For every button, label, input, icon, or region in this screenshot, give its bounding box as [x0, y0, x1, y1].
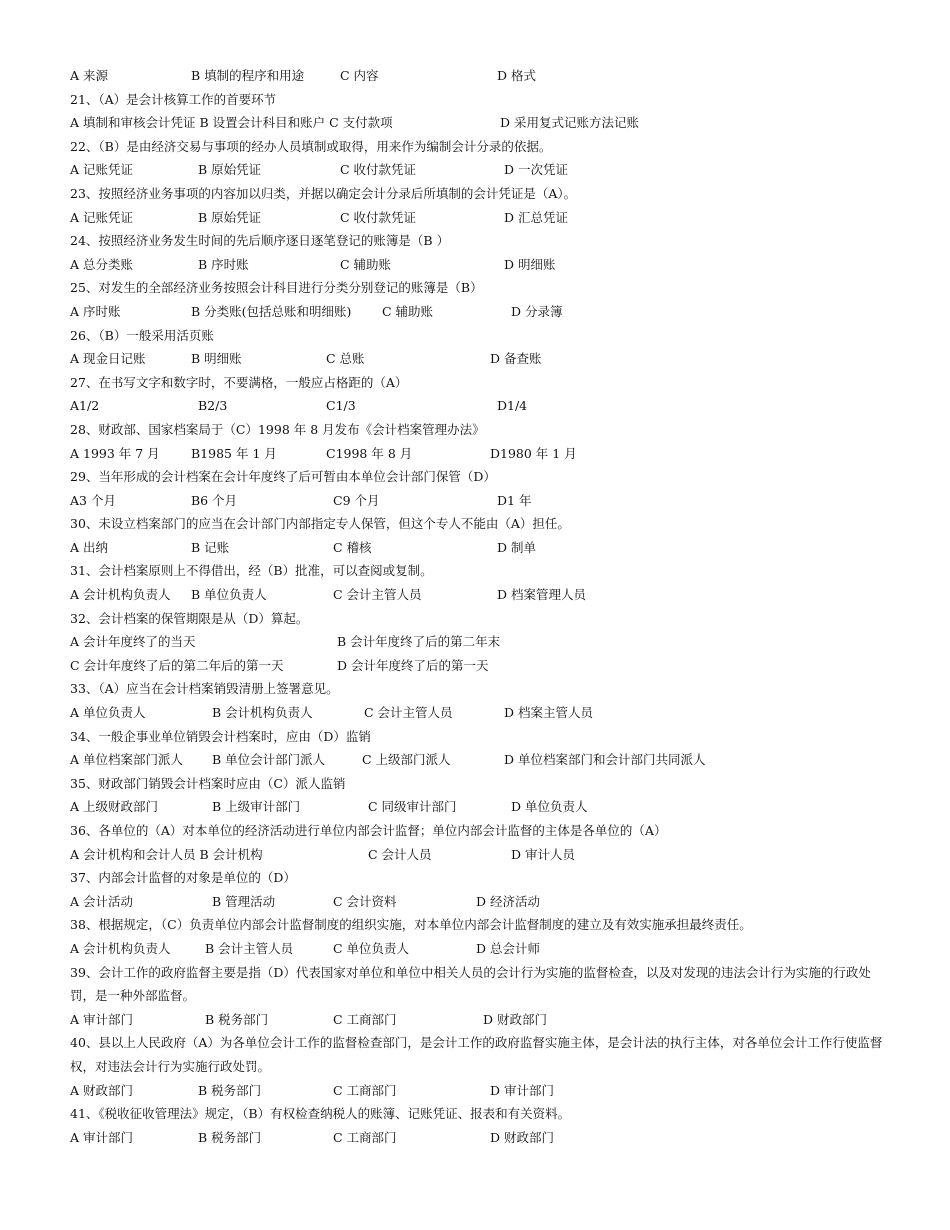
options-row	[70, 158, 885, 182]
option-text: C 收付款凭证	[340, 209, 417, 225]
option-text: A 记账凭证	[70, 162, 134, 178]
option-text: A 会计机构和会计人员 B 会计机构	[70, 846, 263, 862]
option-text: B2/3	[198, 398, 228, 414]
option-text: B 原始凭证	[198, 162, 262, 178]
option-text: B 明细账	[191, 351, 242, 367]
options-row	[70, 300, 885, 324]
option-text: C 辅助账	[340, 256, 392, 272]
options-row	[70, 206, 885, 230]
options-row	[70, 630, 885, 654]
options-row	[70, 890, 885, 914]
option-text: C 内容	[340, 68, 379, 83]
option-text: D 审计人员	[511, 846, 575, 862]
option-text: C 会计主管人员	[364, 705, 453, 721]
question-text: 24、按照经济业务发生时间的先后顺序逐日逐笔登记的账簿是（B ）	[70, 233, 450, 249]
question-text: 36、各单位的（A）对本单位的经济活动进行单位内部会计监督；单位内部会计监督的主体是各单位的（A）	[70, 823, 667, 838]
option-text: D 明细账	[504, 256, 556, 272]
option-text: A 财政部门	[70, 1082, 134, 1098]
option-text: A 单位档案部门派人	[70, 752, 184, 768]
option-text: A 会计机构负责人	[70, 587, 171, 603]
question-text: 28、财政部、国家档案局于（C）1998 年 8 月发布《会计档案管理办法》	[70, 421, 485, 437]
option-text: C 单位负责人	[333, 940, 410, 956]
option-text: C1/3	[326, 398, 356, 414]
option-text: C 同级审计部门	[368, 799, 457, 815]
options-row	[70, 701, 885, 725]
document-body	[70, 64, 885, 1149]
options-row	[70, 394, 885, 418]
options-row	[70, 347, 885, 371]
question-text: 39、会计工作的政府监督主要是指（D）代表国家对单位和单位中相关人员的会计行为实施的监督检查，以及对发现的违法会计行为实施的行政处罚，是一种外部监督。	[70, 964, 871, 1004]
option-text: C 收付款凭证	[340, 162, 417, 178]
option-text: A 审计部门	[70, 1129, 134, 1145]
option-text: B 原始凭证	[198, 209, 262, 225]
question-text: 32、会计档案的保管期限是从（D）算起。	[70, 610, 309, 626]
option-text: D 财政部门	[483, 1011, 547, 1027]
options-row	[70, 489, 885, 513]
question-text: 40、县以上人民政府（A）为各单位会计工作的监督检查部门，是会计工作的政府监督实施主体，是会计法的执行主体，对各单位会计工作行使监督权，对违法会计行为实施行政处罚。	[70, 1035, 883, 1074]
option-text: B1985 年 1 月	[191, 445, 277, 461]
question-text: 27、在书写文字和数字时，不要满格，一般应占格距的（A）	[70, 374, 408, 390]
options-row	[70, 64, 885, 88]
question-text: 22、（B）是由经济交易与事项的经办人员填制或取得，用来作为编制会计分录的依据。	[70, 138, 552, 154]
option-text: D 采用复式记账方法记账	[500, 115, 639, 131]
option-text: D 制单	[497, 539, 536, 555]
question-text: 33、（A）应当在会计档案销毁清册上签署意见。	[70, 681, 339, 697]
option-text: C 会计人员	[368, 846, 432, 862]
options-row	[70, 1008, 885, 1032]
options-row	[70, 937, 885, 961]
question-text: 41、《税收征收管理法》规定，（B）有权检查纳税人的账簿、记账凭证、报表和有关资料。	[70, 1106, 571, 1122]
option-text: C 会计主管人员	[333, 587, 422, 603]
options-row	[70, 1079, 885, 1103]
question-text: 21、（A）是会计核算工作的首要环节	[70, 91, 277, 107]
options-row	[70, 442, 885, 466]
option-text: C1998 年 8 月	[326, 445, 413, 461]
option-text: C 稽核	[333, 539, 372, 555]
option-text: B 税务部门	[198, 1082, 262, 1098]
option-text: D1/4	[497, 398, 528, 414]
option-text: A 审计部门	[70, 1011, 134, 1027]
option-text: D 单位档案部门和会计部门共同派人	[504, 752, 706, 768]
options-row	[70, 536, 885, 560]
option-text: B 税务部门	[198, 1129, 262, 1145]
option-text: D 档案主管人员	[504, 705, 593, 721]
options-row	[70, 795, 885, 819]
option-text: B 填制的程序和用途	[191, 68, 305, 83]
option-text: D 分录簿	[511, 303, 563, 319]
option-text: A 出纳	[70, 539, 109, 555]
options-row	[70, 843, 885, 867]
option-text: A 单位负责人	[70, 705, 146, 721]
option-text: B 上级审计部门	[212, 799, 301, 815]
question-text: 37、内部会计监督的对象是单位的（D）	[70, 870, 296, 886]
option-text: D 总会计师	[476, 940, 540, 956]
option-text: C 总账	[326, 351, 365, 367]
option-text: C 会计年度终了后的第二年后的第一天	[70, 657, 284, 673]
options-row	[70, 253, 885, 277]
option-text: D 档案管理人员	[497, 587, 586, 603]
option-text: A 上级财政部门	[70, 799, 159, 815]
question-text: 31、会计档案原则上不得借出，经（B）批准，可以查阅或复制。	[70, 563, 433, 579]
option-text: C 辅助账	[382, 303, 434, 319]
option-text: B 单位会计部门派人	[212, 752, 326, 768]
option-text: D 备查账	[490, 351, 542, 367]
question-text: 26、（B）一般采用活页账	[70, 327, 214, 343]
options-row	[70, 111, 885, 135]
option-text: B6 个月	[191, 492, 238, 508]
option-text: C 工商部门	[333, 1129, 397, 1145]
option-text: B 税务部门	[205, 1011, 269, 1027]
options-row	[70, 583, 885, 607]
option-text: D 汇总凭证	[504, 209, 568, 225]
option-text: C9 个月	[333, 492, 380, 508]
option-text: A 会计机构负责人	[70, 940, 171, 956]
option-text: B 会计主管人员	[205, 940, 294, 956]
option-text: B 管理活动	[212, 893, 276, 909]
option-text: B 会计年度终了后的第二年末	[337, 634, 501, 650]
option-text: A 序时账	[70, 303, 121, 319]
option-text: B 单位负责人	[191, 587, 267, 603]
option-text: C 工商部门	[333, 1082, 397, 1098]
option-text: B 分类账(包括总账和明细账)	[191, 303, 352, 319]
option-text: A 填制和审核会计凭证 B 设置会计科目和账户 C 支付款项	[70, 115, 393, 131]
option-text: C 工商部门	[333, 1011, 397, 1027]
option-text: A 会计活动	[70, 893, 134, 909]
option-text: A 现金日记账	[70, 351, 146, 367]
question-text: 25、对发生的全部经济业务按照会计科目进行分类分别登记的账簿是（B）	[70, 280, 483, 296]
option-text: A 记账凭证	[70, 209, 134, 225]
option-text: C 会计资料	[333, 893, 397, 909]
options-row	[70, 748, 885, 772]
question-text: 29、当年形成的会计档案在会计年度终了后可暂由本单位会计部门保管（D）	[70, 469, 496, 485]
option-text: D 审计部门	[490, 1082, 554, 1098]
option-text: A1/2	[70, 398, 100, 414]
question-text: 23、按照经济业务事项的内容加以归类，并据以确定会计分录后所填制的会计凭证是（A）。	[70, 185, 577, 201]
option-text: B 记账	[191, 539, 230, 555]
option-text: C 上级部门派人	[362, 752, 451, 768]
option-text: D1980 年 1 月	[490, 445, 577, 461]
option-text: A 会计年度终了的当天	[70, 634, 196, 650]
options-row	[70, 1126, 885, 1150]
option-text: D 会计年度终了后的第一天	[337, 657, 489, 673]
options-row	[70, 654, 885, 678]
question-text: 30、未设立档案部门的应当在会计部门内部指定专人保管，但这个专人不能由（A）担任。	[70, 516, 570, 532]
option-text: B 序时账	[198, 256, 249, 272]
option-text: D 格式	[497, 68, 536, 83]
option-text: B 会计机构负责人	[212, 705, 313, 721]
question-text: 38、根据规定，（C）负责单位内部会计监督制度的组织实施，对本单位内部会计监督制度的建立及有效实施承担最终责任。	[70, 917, 752, 933]
option-text: A 1993 年 7 月	[70, 445, 160, 461]
option-text: D 单位负责人	[511, 799, 588, 815]
option-text: A 总分类账	[70, 256, 134, 272]
option-text: A 来源	[70, 68, 109, 83]
option-text: A3 个月	[70, 492, 116, 508]
question-text: 34、一般企事业单位销毁会计档案时，应由（D）监销	[70, 728, 371, 744]
question-text: 35、财政部门销毁会计档案时应由（C）派人监销	[70, 775, 346, 791]
option-text: D1 年	[497, 492, 532, 508]
option-text: D 一次凭证	[504, 162, 568, 178]
option-text: D 经济活动	[476, 893, 540, 909]
option-text: D 财政部门	[490, 1129, 554, 1145]
